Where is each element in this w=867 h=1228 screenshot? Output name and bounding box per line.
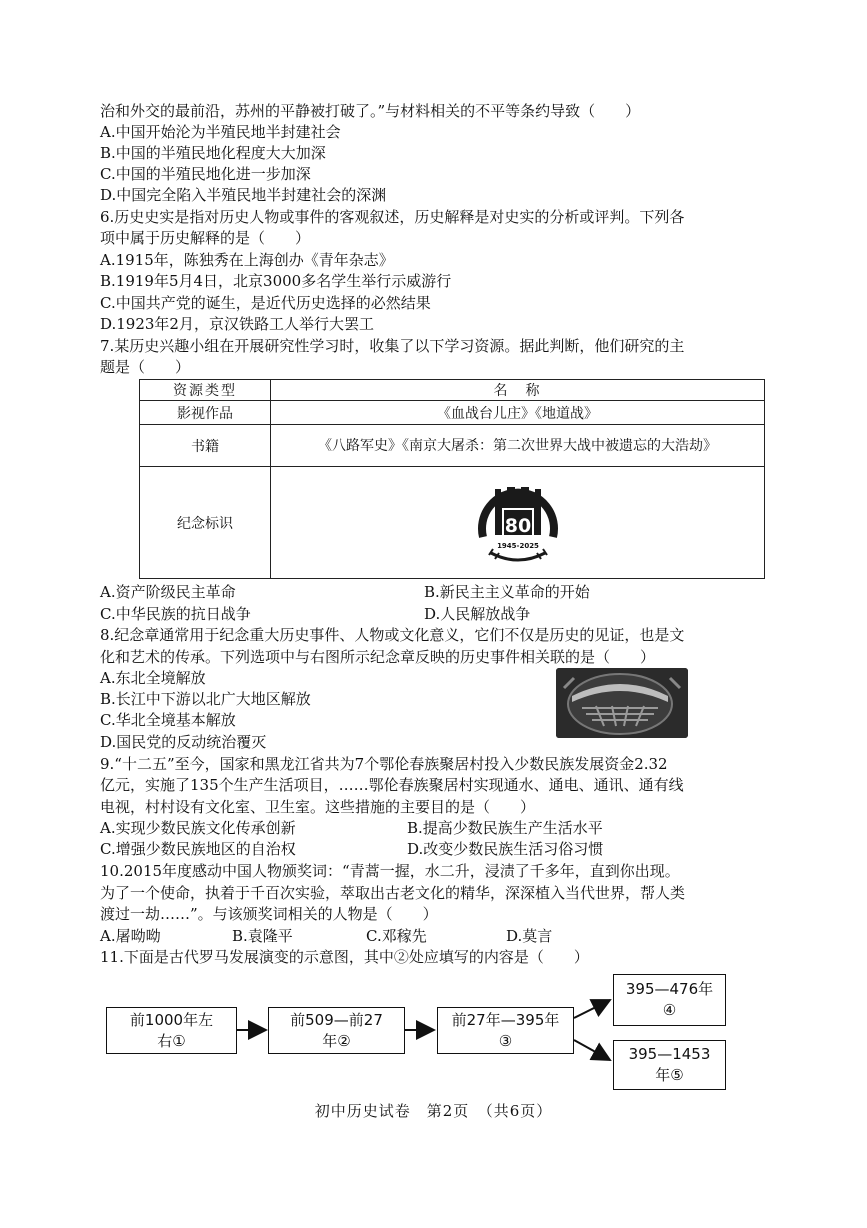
table-header-cell: 资源类型	[140, 380, 271, 401]
question-6-stem: 项中属于历史解释的是（ ）	[100, 229, 311, 247]
option-c: C.华北全境基本解放	[100, 711, 236, 729]
flow-box-3: 前27年—395年 ③	[437, 1007, 574, 1054]
option-a: A.资产阶级民主革命	[100, 583, 236, 601]
flow-box-1: 前1000年左 右①	[106, 1007, 237, 1054]
logo-years: 1945-2025	[496, 541, 539, 550]
option-c: C.中华民族的抗日战争	[100, 605, 251, 623]
page-footer: 初中历史试卷 第2页 （共6页）	[314, 1102, 553, 1120]
text-line: 治和外交的最前沿，苏州的平静被打破了。”与材料相关的不平等条约导致（ ）	[100, 102, 641, 120]
option-b: B.提高少数民族生产生活水平	[407, 819, 603, 837]
memorial-logo-icon	[469, 475, 567, 571]
question-11-stem: 11.下面是古代罗马发展演变的示意图，其中②处应填写的内容是（ ）	[100, 948, 589, 966]
table-cell	[271, 467, 765, 579]
table-row	[140, 401, 765, 425]
question-8-stem: 化和艺术的传承。下列选项中与右图所示纪念章反映的历史事件相关联的是（ ）	[100, 648, 656, 666]
table-cell: 影视作品	[140, 401, 271, 425]
option-a: A.屠呦呦	[100, 927, 161, 945]
option-b: B.中国的半殖民地化程度大大加深	[100, 144, 326, 162]
question-8-stem: 8.纪念章通常用于纪念重大历史事件、人物或文化意义，它们不仅是历史的见证，也是文	[100, 626, 685, 644]
option-b: B.1919年5月4日，北京3000多名学生举行示威游行	[100, 272, 452, 290]
flow-box-5: 395—1453 年⑤	[613, 1040, 726, 1090]
option-b: B.长江中下游以北广大地区解放	[100, 690, 311, 708]
option-a: A.中国开始沦为半殖民地半封建社会	[100, 123, 341, 141]
option-d: D.改变少数民族生活习俗习惯	[407, 840, 604, 858]
option-d: D.1923年2月，京汉铁路工人举行大罢工	[100, 315, 374, 333]
option-d: D.中国完全陷入半殖民地半封建社会的深渊	[100, 186, 387, 204]
flow-arrow	[574, 1040, 610, 1060]
table-cell: 纪念标识	[140, 467, 271, 579]
question-9-stem: 电视，村村设有文化室、卫生室。这些措施的主要目的是（ ）	[100, 798, 536, 816]
question-6-stem: 6.历史史实是指对历史人物或事件的客观叙述，历史解释是对史实的分析或评判。下列各	[100, 208, 685, 226]
question-7-stem: 7.某历史兴趣小组在开展研究性学习时，收集了以下学习资源。据此判断，他们研究的主	[100, 337, 685, 355]
table-cell: 《八路军史》《南京大屠杀：第二次世界大战中被遗忘的大浩劫》	[271, 425, 765, 467]
option-c: C.中国的半殖民地化进一步加深	[100, 165, 311, 183]
question-10-stem: 为了一个使命，执着于千百次实验，萃取出古老文化的精华，深深植入当代世界，帮人类	[100, 884, 686, 902]
question-9-stem: 9.“十二五”至今，国家和黑龙江省共为7个鄂伦春族聚居村投入少数民族发展资金2.32	[100, 755, 668, 773]
option-d: D.莫言	[506, 927, 553, 945]
flow-box-2: 前509—前27 年②	[268, 1007, 405, 1054]
commemorative-medal-image	[556, 668, 688, 738]
flow-box-4: 395—476年 ④	[613, 974, 726, 1026]
option-a: A.东北全境解放	[100, 669, 206, 687]
table-header-row	[140, 380, 765, 401]
option-c: C.增强少数民族地区的自治权	[100, 840, 296, 858]
option-d: D.人民解放战争	[424, 605, 531, 623]
option-a: A.实现少数民族文化传承创新	[100, 819, 296, 837]
option-c: C.邓稼先	[366, 927, 427, 945]
medal-icon	[556, 668, 688, 738]
question-10-stem: 10.2015年度感动中国人物颁奖词：“青蒿一握，水二升，浸渍了千多年，直到你出现。	[100, 862, 680, 880]
resource-table	[139, 379, 765, 579]
table-cell: 书籍	[140, 425, 271, 467]
flow-arrow	[574, 1000, 610, 1018]
table-row	[140, 425, 765, 467]
table-row	[140, 467, 765, 579]
option-d: D.国民党的反动统治覆灭	[100, 733, 267, 751]
question-10-stem: 渡过一劫……”。与该颁奖词相关的人物是（ ）	[100, 905, 438, 923]
table-header-cell: 名 称	[271, 380, 765, 401]
option-c: C.中国共产党的诞生，是近代历史选择的必然结果	[100, 294, 431, 312]
option-a: A.1915年，陈独秀在上海创办《青年杂志》	[100, 251, 394, 269]
option-b: B.袁隆平	[232, 927, 293, 945]
logo-number: 80	[504, 514, 531, 537]
question-7-stem: 题是（ ）	[100, 358, 191, 376]
option-b: B.新民主主义革命的开始	[424, 583, 590, 601]
question-9-stem: 亿元，实施了135个生产生活项目，……鄂伦春族聚居村实现通水、通电、通讯、通有线	[100, 776, 684, 794]
table-cell: 《血战台儿庄》《地道战》	[271, 401, 765, 425]
